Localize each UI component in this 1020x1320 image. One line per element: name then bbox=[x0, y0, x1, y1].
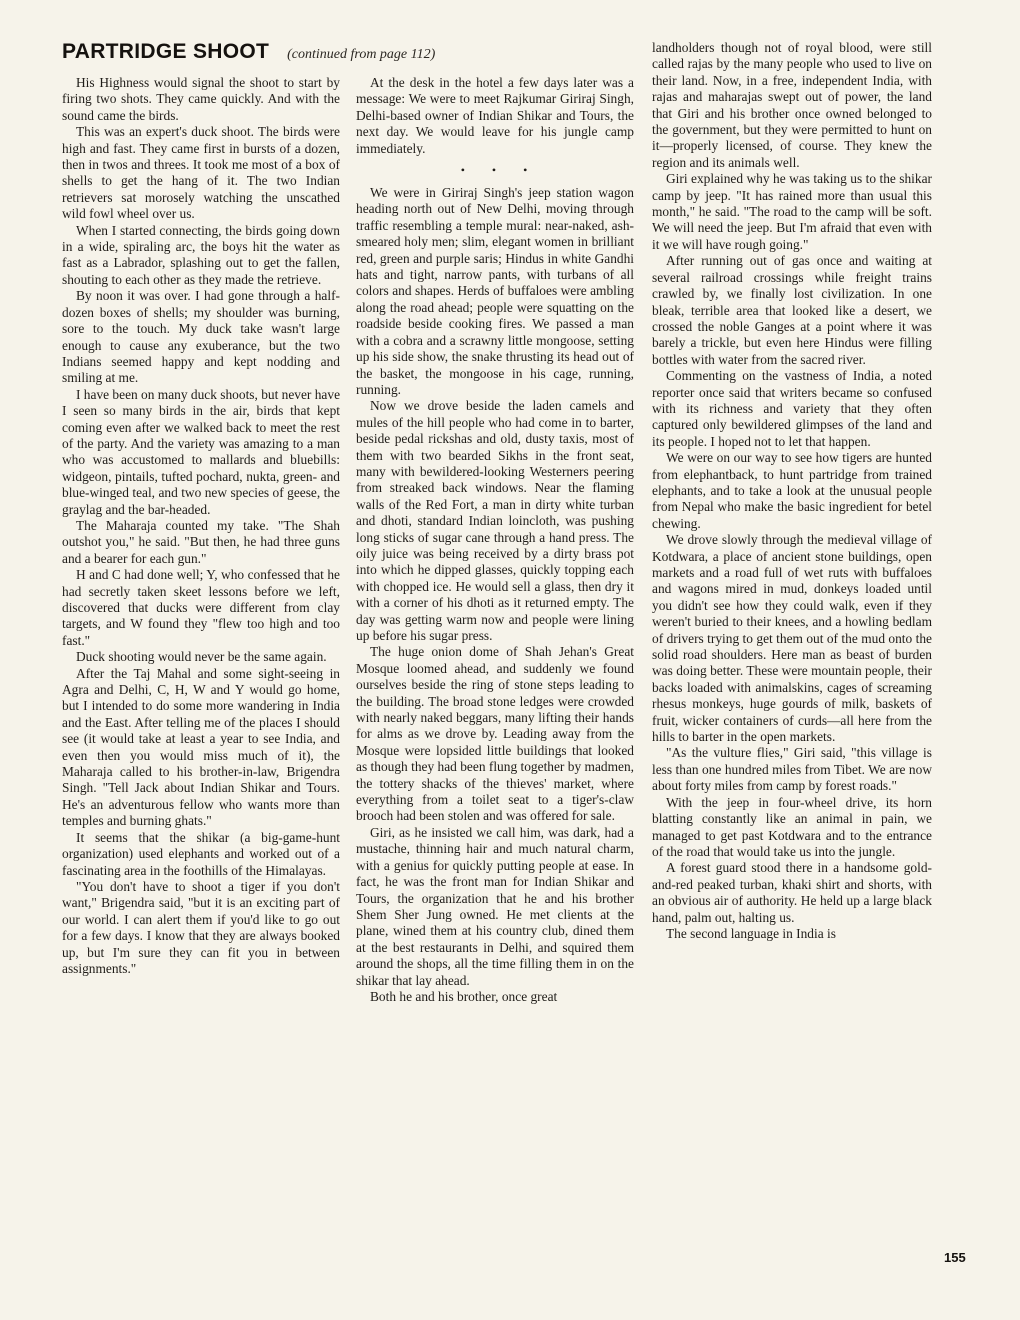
paragraph: Both he and his brother, once great bbox=[370, 988, 558, 1004]
column-2 bbox=[356, 75, 634, 1005]
paragraph: Commenting on the vastness of India, a noted reporter once said that writers became so confused with its richness and variety that they often captured only bewildered glimpses of the land and its people. I hoped not to let that happen. bbox=[652, 368, 932, 449]
paragraph: A forest guard stood there in a handsome gold-and-red peaked turban, khaki shirt and shorts, with an obvious air of authority. He held up a large black hand, palm out, halting us. bbox=[652, 860, 932, 925]
paragraph: Giri, as he insisted we call him, was dark, had a mustache, thinning hair and much natural charm, with a genius for quickly putting people at ease. In fact, he was the front man for Indian Shikar and Tours, the organization that he and his brother Shem Sher Jung owned. He met clients at the plane, wined them at his country club, dined them at the best restaurants in Delhi, and squired them around the shops, all the time filling them in on the shikar that lay ahead. bbox=[356, 824, 634, 988]
paragraph: At the desk in the hotel a few days later was a message: We were to meet Rajkumar Giriraj Singh, Delhi-based owner of Indian Shikar and Tours, the next day. We would leave for his jungle camp immediately. bbox=[356, 75, 634, 156]
paragraph: "As the vulture flies," Giri said, "this village is less than one hundred miles from Tibet. We are now about forty miles from camp by forest roads." bbox=[652, 745, 932, 794]
paragraph: We were in Giriraj Singh's jeep station wagon heading north out of New Delhi, moving through traffic resembling a temple mural: near-naked, ash-smeared holy men; slim, elegant women in brilliant red, green and purple saris; Hindus in white Gandhi hats and tight, narrow pants, with turbans of all colors and shapes. Herds of buffaloes were ambling along the road ahead; people were squatting on the roadside beside cooking fires. We passed a man with a cobra and a scrawny little mongoose, setting up his side show, the snake thrusting its head out of the basket, the mongoose in his cage, running, running. bbox=[356, 185, 634, 397]
paragraph: I have been on many duck shoots, but never have I seen so many birds in the air, birds that kept coming even after we walked back to meet the rest of the party. And the variety was amazing to a man who was accustomed to mallards and bluebills: widgeon, pintails, tufted pochard, nukta, green- and blue-winged teal, and two new species of geese, the graylag and the bar-headed. bbox=[62, 386, 341, 517]
continued-note: (continued from page 112) bbox=[287, 47, 436, 62]
column-3 bbox=[652, 40, 932, 942]
paragraph: The second language in India is bbox=[666, 925, 836, 941]
section-separator: • • • bbox=[460, 163, 540, 178]
paragraph: "You don't have to shoot a tiger if you don't want," Brigendra said, "but it is an exciting part of our world. I can alert them if you'd like to go out for a few days. I know that they are always booked up, but I'm sure they can fit you in between assignments." bbox=[62, 878, 340, 976]
paragraph: Duck shooting would never be the same again. bbox=[76, 649, 327, 665]
paragraph: After the Taj Mahal and some sight-seeing in Agra and Delhi, C, H, W and Y would go home, but I intended to do some more wandering in India and the East. After telling me of the places I should see (it would take at least a year to see India, and even then you would miss much of it), the Maharaja called to his brother-in-law, Brigendra Singh. "Tell Jack about Indian Shikar and Tours. He's an adventurous fellow who wants more than temples and burning ghats." bbox=[62, 665, 340, 829]
column-1 bbox=[62, 75, 340, 977]
paragraph: When I started connecting, the birds going down in a wide, spiraling arc, the boys hit the water as fast as a Labrador, splashing out to get the fallen, shouting to each other as they made the retrieve. bbox=[62, 222, 340, 287]
article-title: PARTRIDGE SHOOT bbox=[62, 40, 270, 63]
paragraph: Giri explained why he was taking us to the shikar camp by jeep. "It has rained more than usual this month," he said. "The road to the camp will be soft. We will need the jeep. But I'm afraid that even with it we will have rough going." bbox=[652, 171, 932, 252]
paragraph: landholders though not of royal blood, were still called rajas by the many people who used to live on their land. Now, in a free, independent India, with rajas and maharajas swept out of power, the land that Giri and his brother once owned belonged to the government, but they were permitted to hunt on it—properly licensed, of course. They knew the region and its animals well. bbox=[652, 40, 932, 170]
paragraph: By noon it was over. I had gone through a half-dozen boxes of shells; my shoulder was burning, sore to the touch. My duck take wasn't large enough to cause any exuberance, but the two Indians seemed happy and kept nodding and smiling at me. bbox=[62, 288, 340, 386]
paragraph: H and C had done well; Y, who confessed that he had secretly taken skeet lessons before we left, discovered that ducks were different from clay targets, and W found they "flew too high and too fast." bbox=[62, 567, 340, 648]
article-heading bbox=[62, 40, 622, 64]
paragraph: His Highness would signal the shoot to start by firing two shots. They came quickly. And with the sound came the birds. bbox=[62, 75, 340, 123]
paragraph: After running out of gas once and waiting at several railroad crossings while freight trains crawled by, we finally lost civilization. In one bleak, terrible area that looked like a desert, we crossed the noble Ganges at a point where it was barely a trickle, but even here Hindus were filling bottles with water from the sacred river. bbox=[652, 253, 932, 367]
page-number: 155 bbox=[944, 1250, 966, 1265]
paragraph: With the jeep in four-wheel drive, its horn blatting constantly like an animal in pain, we managed to get past Kotdwara and to the entrance of the road that would take us into the jungle. bbox=[652, 794, 932, 859]
paragraph: Now we drove beside the laden camels and mules of the hill people who had come in to barter, beside pedal rickshas and old, dusty taxis, most of them with two bearded Sikhs in the front seat, many with bewildered-looking Westerners peering from streaked back windows. Near the flaming walls of the Red Fort, a man in dirty white turban and dhoti, standard Indian loincloth, was pushing long sticks of sugar cane through a hand press. The oily juice was being received by a dirty brass pot into which he dipped glasses, quickly topping each with chopped ice. He would sell a glass, then dry it with a corner of his dhoti as it returned empty. The day was getting warm now and people were lining up before his sugar press. bbox=[356, 398, 634, 643]
paragraph: We were on our way to see how tigers are hunted from elephantback, to hunt partridge from trained elephants, and to take a look at the unusual people from Nepal who make the basic ingredient for betel chewing. bbox=[652, 450, 932, 531]
paragraph: The Maharaja counted my take. "The Shah outshot you," he said. "But then, he had three guns and a bearer for each gun." bbox=[62, 517, 340, 566]
paragraph: We drove slowly through the medieval village of Kotdwara, a place of ancient stone buildings, open markets and a road full of wet ruts with buffaloes and wagons mired in mud, donkeys loaded until you didn't see how they could walk, even if they weren't buried to their knees, and a howling bedlam of drivers trying to get them out of the mud onto the solid road shoulders. Here man as beast of burden was doing better. These were mountain people, their backs loaded with animalskins, cages of screaming rhesus monkeys, huge gourds of milk, baskets of fruit, wicker containers of curds—all here from the hills to barter in the open markets. bbox=[652, 532, 932, 745]
paragraph: It seems that the shikar (a big-game-hunt organization) used elephants and worked out of a fascinating area in the foothills of the Himalayas. bbox=[62, 829, 340, 878]
paragraph: The huge onion dome of Shah Jehan's Great Mosque loomed ahead, and suddenly we found ourselves beside the ring of stone steps leading to the building. The broad stone ledges were crowded with nearly naked beggars, many lifting their hands for alms as we drove by. Leading away from the Mosque were lopsided little buildings that looked as though they had been flung together by madmen, the tottery shacks of the thieves' market, where everything from a toilet seat to a tiger's-claw brooch had been stolen and was offered for sale. bbox=[356, 644, 634, 824]
paragraph: This was an expert's duck shoot. The birds were high and fast. They came first in bursts of a dozen, then in twos and threes. It took me most of a box of shells to get the hang of it. The two Indian retrievers sat morosely watching the unscathed wild fowl wheel over us. bbox=[62, 124, 340, 222]
